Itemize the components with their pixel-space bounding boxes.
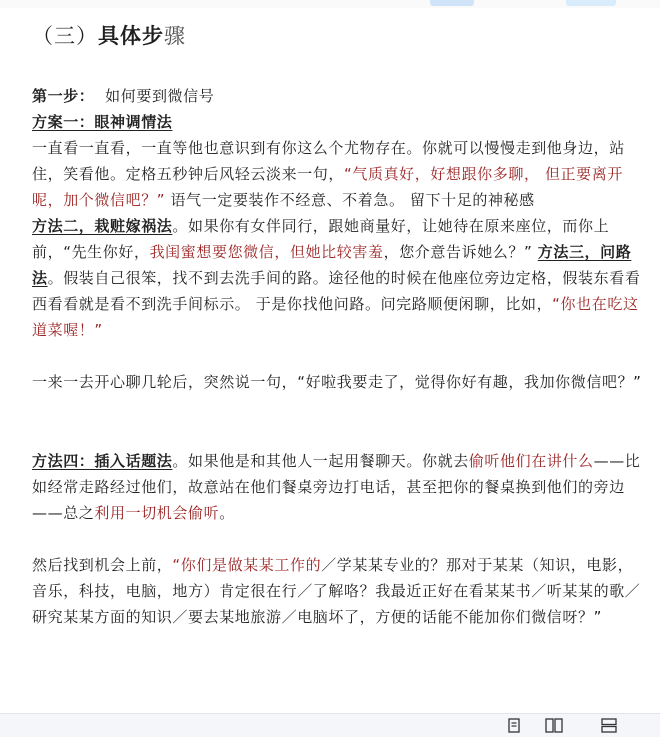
method2-3-paragraph: 方法二，栽赃嫁祸法。如果你有女伴同行，跟她商量好，让她待在原来座位，而你上前，“先生你好，我闺蜜想要您微信，但她比较害羞，您介意告诉她么？” 方法三，问路法。假装自己很笨，找不到去洗手间的路。途径他的时候在他座位旁边定格，假装东看看西看看就是看不到洗手间标示。 于是你找他问路。问完路顺便闲聊，比如，“你也在吃这道菜喔！” bbox=[32, 217, 641, 339]
two-page-view-icon[interactable] bbox=[545, 718, 563, 736]
scroll-view-icon[interactable] bbox=[601, 718, 617, 736]
top-toolbar-remnant bbox=[0, 0, 660, 8]
step1-line: 第一步： 如何要到微信号 bbox=[32, 87, 215, 105]
plan1-paragraph: 一直看一直看，一直等他也意识到有你这么个尤物存在。你就可以慢慢走到他身边，站住，笑看他。定格五秒钟后风轻云淡来一句，“气质真好，好想跟你多聊， 但正要离开呢，加个微信吧？” 语气一定要装作不经意、不着急。 留下十足的神秘感 bbox=[32, 139, 625, 209]
document-view-icon[interactable] bbox=[507, 718, 521, 736]
method4-paragraph: 方法四：插入话题法。如果他是和其他人一起用餐聊天。你就去偷听他们在讲什么——比如经常走路经过他们，故意站在他们餐桌旁边打电话，甚至把你的餐桌换到他们的旁边——总之利用一切机会偷听。 bbox=[32, 452, 641, 522]
approach-paragraph: 然后找到机会上前，“你们是做某某工作的／学某某专业的？那对于某某（知识，电影，音乐，科技，电脑，地方）肯定很在行／了解咯？我最近正好在看某某书／听某某的歌／研究某某方面的知识／要去某地旅游／电脑坏了，方便的话能不能加你们微信呀？” bbox=[32, 556, 641, 626]
plan1-heading: 方案一：眼神调情法 bbox=[32, 113, 173, 131]
document-body bbox=[32, 18, 644, 630]
section-title: （三）具体步骤 bbox=[32, 23, 186, 48]
toolbar-tab-highlight[interactable] bbox=[430, 0, 474, 6]
toolbar-tab-highlight[interactable] bbox=[566, 0, 616, 6]
chat-paragraph: 一来一去开心聊几轮后，突然说一句，“好啦我要走了，觉得你好有趣，我加你微信吧？” bbox=[32, 373, 642, 391]
bottom-view-toolbar bbox=[0, 713, 660, 737]
